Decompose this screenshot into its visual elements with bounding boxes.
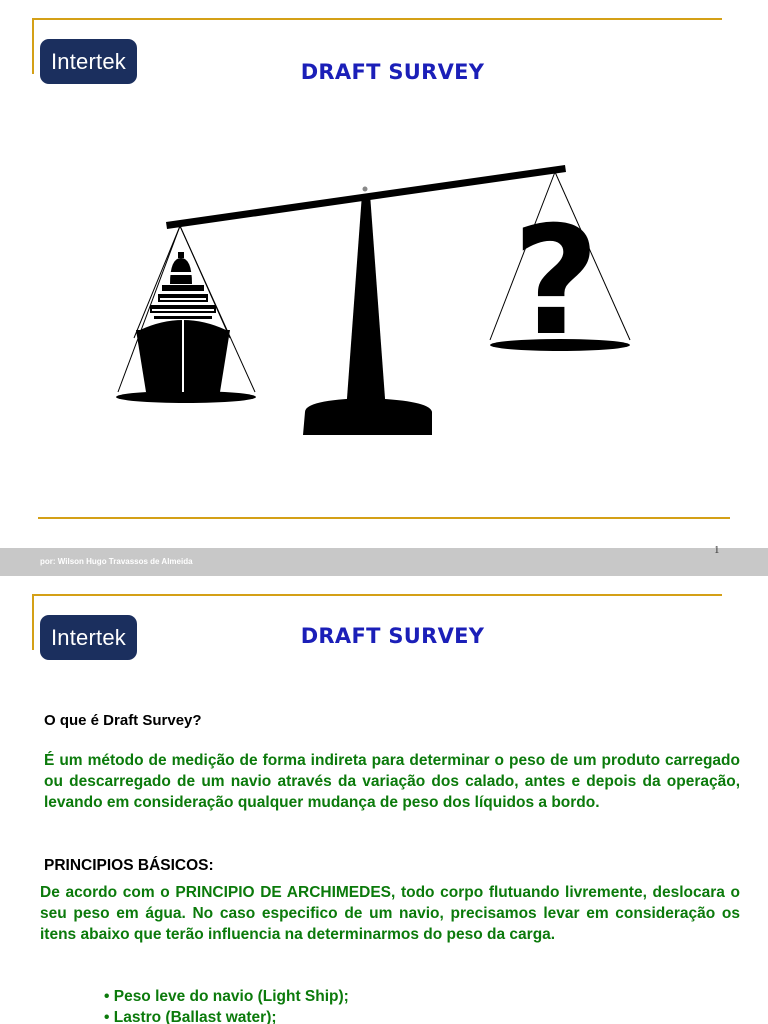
list-item: • Peso leve do navio (Light Ship); <box>104 988 349 1005</box>
intertek-logo: Intertek <box>40 39 137 84</box>
definition-paragraph: É um método de medição de forma indireta para determinar o peso de um produto carregado ou descarregado de um navio através da variação dos calado, antes e depois da operação, levando em consideração qualquer mudança de peso dos líquidos a bordo. <box>44 752 740 811</box>
left-rule <box>32 594 34 650</box>
question-heading: O que é Draft Survey? <box>44 712 202 729</box>
slide-2 <box>0 576 768 1024</box>
page-number: 1 <box>714 544 720 556</box>
top-rule <box>32 594 722 596</box>
slide-title: DRAFT SURVEY <box>300 624 485 648</box>
intertek-logo: Intertek <box>40 615 137 660</box>
list-item: • Lastro (Ballast water); <box>104 1009 277 1024</box>
scale-base <box>303 398 432 435</box>
bullet-list <box>104 986 349 1024</box>
left-rule <box>32 18 34 74</box>
scale-post <box>346 194 386 412</box>
top-rule <box>32 18 722 20</box>
footer-band <box>0 544 768 576</box>
question-mark-icon: ? <box>512 195 600 369</box>
ship-icon <box>136 252 230 392</box>
footer-author: por: Wilson Hugo Travassos de Almeida <box>40 557 193 566</box>
balance-scale-illustration <box>110 160 640 440</box>
slide-title: DRAFT SURVEY <box>300 60 485 84</box>
principles-heading: PRINCIPIOS BÁSICOS: <box>44 857 214 874</box>
bottom-rule <box>38 517 730 519</box>
principles-paragraph: De acordo com o PRINCIPIO DE ARCHIMEDES, todo corpo flutuando livremente, deslocara o seu peso em água. No caso especifico de um navio, precisamos levar em consideração os itens abaixo que terão influencia na determinarmos do peso da carga. <box>40 884 740 943</box>
